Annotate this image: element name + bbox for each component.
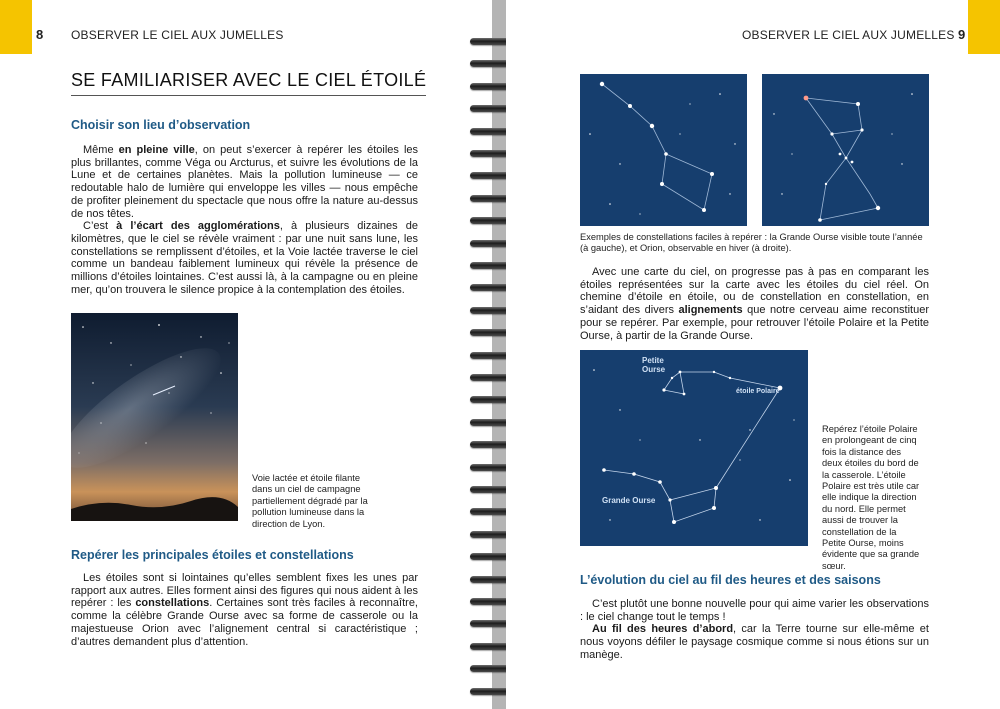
- orion-photo: [762, 74, 929, 226]
- section-body-reperer: [71, 572, 418, 648]
- paragraph: C’est à l’écart des agglomérations, à plusieurs dizaines de kilomètres, que le ciel se révèle vraiment : par une nuit sans lune, les constellations se remplissent d’étoiles, et la Voie lactée traverse le ciel comme un bandeau faiblement lumineux qui révèle la présence de millions d’étoiles lointaines. C’est aussi là, à la campagne ou en pleine mer, qu’on trouvera le silence propice à la contemplation des étoiles.: [71, 220, 418, 296]
- photo-caption: Voie lactée et étoile filante dans un ciel de campagne partiellement dégradé par la pollution lumineuse dans la direction de Lyon.: [252, 473, 368, 529]
- page-title: SE FAMILIARISER AVEC LE CIEL ÉTOILÉ: [71, 70, 426, 96]
- polaris-finder-map: [580, 350, 808, 546]
- running-head: OBSERVER LE CIEL AUX JUMELLES: [71, 28, 284, 42]
- page-tab-marker: [0, 0, 32, 54]
- constellations-caption: Exemples de constellations faciles à repérer : la Grande Ourse visible toute l’année (à gauche), et Orion, observable en hiver (à droite).: [580, 232, 923, 254]
- page-number: 8: [36, 27, 44, 42]
- big-dipper-photo: [580, 74, 747, 226]
- section-body-lieu: [71, 144, 418, 296]
- map-label-petite-ourse: Petite Ourse: [642, 356, 666, 374]
- map-label-grande-ourse: Grande Ourse: [602, 496, 656, 505]
- right-page: [506, 0, 1000, 709]
- section-heading-reperer: Repérer les principales étoiles et constellations: [71, 548, 354, 562]
- milky-way-photo: [71, 313, 238, 521]
- paragraph: Au fil des heures d’abord, car la Terre tourne sur elle-même et nous voyons défiler le paysage cosmique comme si nous étions sur un manège.: [580, 623, 929, 661]
- paragraph: Les étoiles sont si lointaines qu’elles semblent fixes les unes par rapport aux autres. Elles forment ainsi des figures qui nous aident à les repérer : les constellations. Certaines sont très faciles à reconnaître, comme la célèbre Grande Ourse avec sa forme de casserole ou la majestueuse Orion avec l’alignement central si caractéristique ; d’autres demandent plus d’attention.: [71, 572, 418, 648]
- left-page: [0, 0, 492, 709]
- section-heading-evolution: L’évolution du ciel au fil des heures et des saisons: [580, 573, 881, 587]
- page-tab-marker: [968, 0, 1000, 54]
- running-head: OBSERVER LE CIEL AUX JUMELLES: [742, 28, 955, 42]
- paragraph: Avec une carte du ciel, on progresse pas à pas en comparant les étoiles représentées sur la carte avec les étoiles du ciel réel. On chemine d’étoile en étoile, ou de constellation en constellation, en s’aidant des divers alignements que notre cerveau aime reconstituer pour se repérer. Par exemple, pour retrouver l’étoile Polaire et la Petite Ourse, à partir de la Grande Ourse.: [580, 266, 929, 342]
- map-label-polaire: étoile Polaire: [736, 388, 780, 395]
- page-number: 9: [958, 27, 966, 42]
- section-heading-lieu: Choisir son lieu d’observation: [71, 118, 251, 132]
- paragraph: Même en pleine ville, on peut s’exercer à repérer les étoiles les plus brillantes, comme Véga ou Arcturus, et suivre les évolutions de la Lune et de certaines planètes. Mais la pollution lumineuse — ce redoutable halo de lumière qui enveloppe les villes — nous empêche de profiter pleinement du spectacle que nous offre la nature au-dessus de nos têtes.: [71, 144, 419, 220]
- map-caption: Repérez l’étoile Polaire en prolongeant de cinq fois la distance des deux étoiles du bord de la casserole. L’étoile Polaire est très utile car elle indique la direction du nord. Elle permet aussi de trouver la constellation de la Petite Ourse, moins évidente que sa grande sœur.: [822, 424, 920, 571]
- paragraph-carte-du-ciel: [580, 266, 929, 342]
- paragraph: C’est plutôt une bonne nouvelle pour qui aime varier les observations : le ciel change tout le temps !: [580, 598, 929, 623]
- section-body-evolution: [580, 598, 929, 662]
